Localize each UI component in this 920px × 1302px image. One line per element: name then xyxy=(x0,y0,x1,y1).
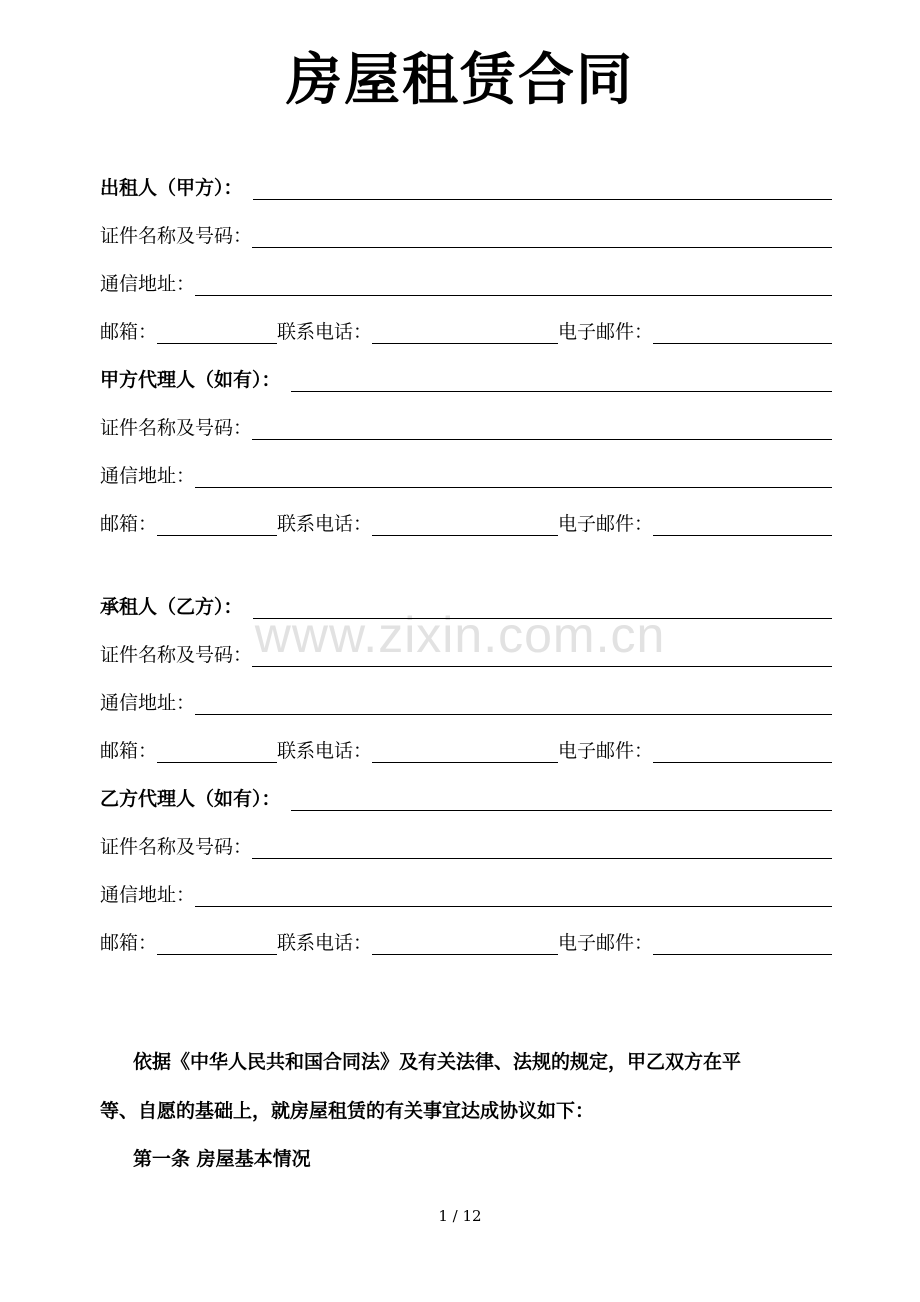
party-b-agent-blank xyxy=(291,809,832,811)
party-b-postcode-blank xyxy=(157,761,277,763)
party-b-agent-label: 乙方代理人（如有）： xyxy=(100,788,281,810)
party-b-agent-phone-blank xyxy=(372,953,558,955)
party-b-agent-postcode-label: 邮箱： xyxy=(100,932,158,954)
party-b-agent-address-blank xyxy=(195,905,832,907)
page-number: 1 / 12 xyxy=(438,1207,482,1225)
party-a-postcode-blank xyxy=(157,342,277,344)
party-a-phone-label: 联系电话： xyxy=(277,321,373,343)
party-a-contact-row xyxy=(100,316,832,346)
party-a-agent-address-label: 通信地址： xyxy=(100,465,196,487)
party-b-id-blank xyxy=(252,665,832,667)
party-b-postcode-label: 邮箱： xyxy=(100,740,158,762)
party-a-address-label: 通信地址： xyxy=(100,273,196,295)
party-a-email-label: 电子邮件： xyxy=(558,321,654,343)
party-a-agent-phone-blank xyxy=(372,534,558,536)
party-a-agent-postcode-blank xyxy=(157,534,277,536)
party-b-row xyxy=(100,591,832,621)
party-b-phone-label: 联系电话： xyxy=(277,740,373,762)
party-a-agent-blank xyxy=(291,390,832,392)
party-b-blank xyxy=(253,617,832,619)
party-b-agent-id-row xyxy=(100,831,832,861)
party-b-email-blank xyxy=(653,761,832,763)
party-a-blank xyxy=(253,198,832,200)
party-b-agent-address-label: 通信地址： xyxy=(100,884,196,906)
party-a-email-blank xyxy=(653,342,832,344)
party-b-label: 承租人（乙方）： xyxy=(100,596,243,618)
party-a-agent-phone-label: 联系电话： xyxy=(277,513,373,535)
preamble-line-1: 依据《中华人民共和国合同法》及有关法律、法规的规定，甲乙双方在平 xyxy=(133,1051,742,1073)
party-b-email-label: 电子邮件： xyxy=(558,740,654,762)
party-b-address-blank xyxy=(195,713,832,715)
party-a-agent-contact-row xyxy=(100,508,832,538)
party-a-agent-id-label: 证件名称及号码： xyxy=(100,417,253,439)
party-b-address-row xyxy=(100,687,832,717)
party-a-agent-address-row xyxy=(100,460,832,490)
party-b-id-label: 证件名称及号码： xyxy=(100,644,253,666)
party-b-address-label: 通信地址： xyxy=(100,692,196,714)
party-a-row xyxy=(100,172,832,202)
party-a-id-label: 证件名称及号码： xyxy=(100,225,253,247)
party-a-agent-id-blank xyxy=(252,438,832,440)
party-b-agent-address-row xyxy=(100,879,832,909)
party-b-agent-postcode-blank xyxy=(157,953,277,955)
party-b-agent-email-blank xyxy=(653,953,832,955)
party-b-agent-row xyxy=(100,783,832,813)
party-a-agent-postcode-label: 邮箱： xyxy=(100,513,158,535)
party-a-address-blank xyxy=(195,294,832,296)
party-b-phone-blank xyxy=(372,761,558,763)
party-a-agent-email-label: 电子邮件： xyxy=(558,513,654,535)
party-b-contact-row xyxy=(100,735,832,765)
party-b-id-row xyxy=(100,639,832,669)
party-a-id-row xyxy=(100,220,832,250)
party-a-label: 出租人（甲方）： xyxy=(100,177,243,199)
document-title: 房屋租赁合同 xyxy=(286,47,634,113)
party-b-agent-email-label: 电子邮件： xyxy=(558,932,654,954)
party-a-agent-id-row xyxy=(100,412,832,442)
party-a-agent-email-blank xyxy=(653,534,832,536)
party-a-id-blank xyxy=(252,246,832,248)
party-a-address-row xyxy=(100,268,832,298)
article-1-heading: 第一条 房屋基本情况 xyxy=(133,1148,311,1170)
party-a-agent-address-blank xyxy=(195,486,832,488)
watermark: www.zixin.com.cn xyxy=(254,607,666,663)
party-a-phone-blank xyxy=(372,342,558,344)
party-a-postcode-label: 邮箱： xyxy=(100,321,158,343)
party-a-agent-label: 甲方代理人（如有）： xyxy=(100,369,281,391)
party-b-agent-phone-label: 联系电话： xyxy=(277,932,373,954)
party-a-agent-row xyxy=(100,364,832,394)
preamble-line-2: 等、自愿的基础上，就房屋租赁的有关事宜达成协议如下： xyxy=(100,1100,595,1122)
party-b-agent-id-blank xyxy=(252,857,832,859)
party-b-agent-contact-row xyxy=(100,927,832,957)
party-b-agent-id-label: 证件名称及号码： xyxy=(100,836,253,858)
